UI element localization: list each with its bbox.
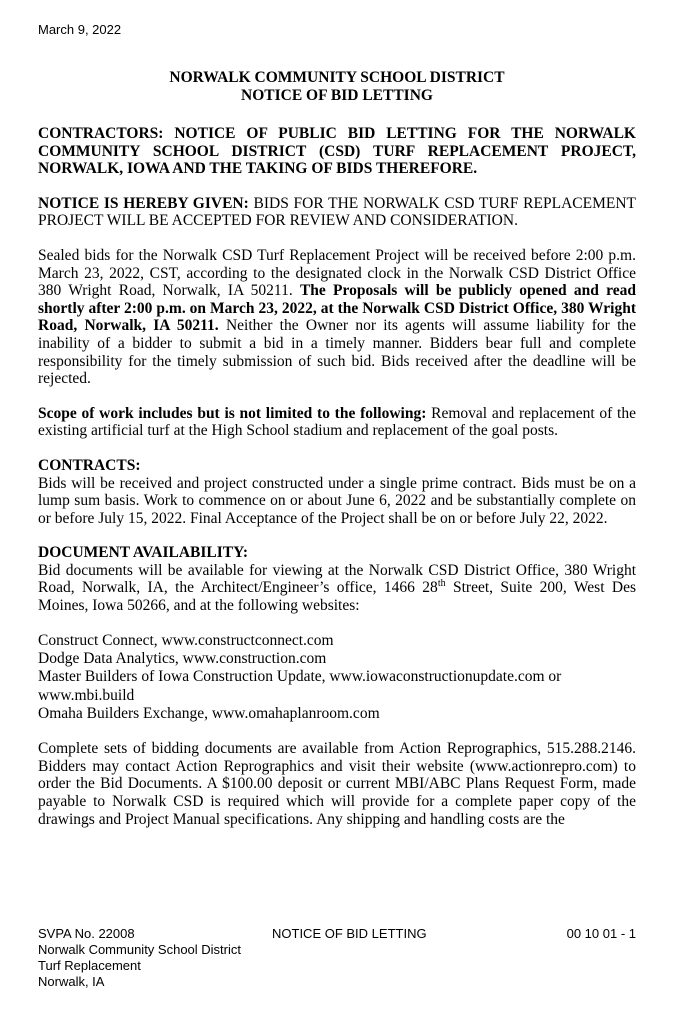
contracts-section [38, 457, 636, 527]
footer-owner: Norwalk Community School District [38, 942, 241, 957]
availability-heading: DOCUMENT AVAILABILITY: [38, 544, 249, 562]
footer-section-title: NOTICE OF BID LETTING [272, 926, 427, 941]
website-item: www.mbi.build [38, 686, 135, 704]
heading-notice-title: NOTICE OF BID LETTING [241, 87, 433, 104]
availability-section [38, 544, 636, 614]
footer-left-block [38, 926, 241, 990]
website-item: Omaha Builders Exchange, www.omahaplanroom.com [38, 704, 380, 722]
document-heading [38, 69, 636, 105]
document-body [38, 125, 636, 845]
heading-district-name: NORWALK COMMUNITY SCHOOL DISTRICT [169, 69, 505, 86]
sealed-bids-text-1: Sealed bids for the Norwalk CSD Turf Replacement Project will be received before 2:00 p.m. March 23, 2022, CST, according to the designated clock in the Norwalk CSD District Office 380 Wright Road, Norwalk, IA 50211. [38, 246, 636, 300]
notice-lead: NOTICE IS HEREBY GIVEN: [38, 194, 249, 212]
contractors-paragraph: CONTRACTORS: NOTICE OF PUBLIC BID LETTING FOR THE NORWALK COMMUNITY SCHOOL DISTRICT (CSD) TURF REPLACEMENT PROJECT, NORWALK, IOWA AND THE TAKING OF BIDS THEREFORE. [38, 125, 636, 178]
availability-superscript: th [437, 578, 446, 590]
notice-text: BIDS FOR THE NORWALK CSD TURF REPLACEMENT PROJECT WILL BE ACCEPTED FOR REVIEW AND CONSIDERATION. [38, 194, 636, 230]
footer-location: Norwalk, IA [38, 974, 105, 989]
notice-paragraph [38, 195, 636, 230]
websites-list [38, 632, 636, 723]
website-item: Master Builders of Iowa Construction Update, www.iowaconstructionupdate.com or [38, 668, 562, 686]
sealed-bids-bold: The Proposals will be publicly opened and read shortly after 2:00 p.m. on March 23, 2022, at the Norwalk CSD District Office, 380 Wright Road, Norwalk, IA 50211. [38, 282, 636, 335]
footer-project-number: SVPA No. 22008 [38, 926, 135, 941]
footer-page-number: 00 10 01 - 1 [566, 926, 636, 941]
contracts-text: Bids will be received and project constructed under a single prime contract. Bids must be on a lump sum basis. Work to commence on or about June 6, 2022 and be substantially complete on or before July 15, 2022. Final Acceptance of the Project shall be on or before July 22, 2022. [38, 474, 636, 527]
website-item: Construct Connect, www.constructconnect.com [38, 631, 334, 649]
website-item: Dodge Data Analytics, www.construction.com [38, 649, 327, 667]
complete-sets-paragraph: Complete sets of bidding documents are available from Action Reprographics, 515.288.2146. Bidders may contact Action Reprographics and visit their website (www.actionrepro.com) to order the Bid Documents. A $100.00 deposit or current MBI/ABC Plans Request Form, made payable to Norwalk CSD is required which will provide for a complete paper copy of the drawings and Project Manual specifications. Any shipping and handling costs are the [38, 740, 636, 828]
document-date: March 9, 2022 [38, 22, 122, 37]
scope-lead: Scope of work includes but is not limited to the following: [38, 404, 427, 422]
contracts-heading: CONTRACTS: [38, 456, 141, 474]
sealed-bids-text-2: Neither the Owner nor its agents will assume liability for the inability of a bidder to submit a bid in a timely manner. Bidders bear full and complete responsibility for the timely submission of such bid. Bids received after the deadline will be rejected. [38, 317, 637, 388]
scope-paragraph [38, 405, 636, 440]
availability-text-2: Street, Suite 200, West Des Moines, Iowa 50266, and at the following websites: [38, 579, 636, 615]
scope-text: Removal and replacement of the existing artificial turf at the High School stadium and replacement of the goal posts. [38, 404, 636, 440]
sealed-bids-paragraph [38, 247, 636, 388]
footer-project-name: Turf Replacement [38, 958, 141, 973]
availability-text-1: Bid documents will be available for viewing at the Norwalk CSD District Office, 380 Wright Road, Norwalk, IA, the Architect/Engineer’s office, 1466 28 [38, 561, 636, 597]
